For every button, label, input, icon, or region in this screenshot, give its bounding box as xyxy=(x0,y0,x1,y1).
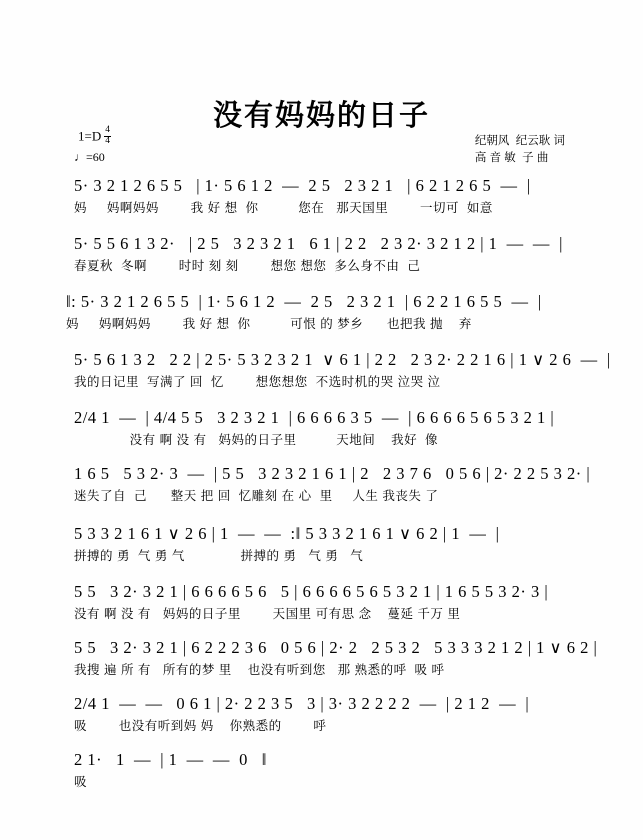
note-row: 5 3 3 2 1 6 1 ∨ 2 6 | 1 — — :‖ 5 3 3 2 1 6 1 ∨ 6 2 | 1 — | xyxy=(74,524,500,543)
music-system-3 xyxy=(66,292,566,333)
note-row: 2/4 1 — | 4/4 5 5 3 2 3 2 1 | 6 6 6 6 3 5 — | 6 6 6 6 5 6 5 3 2 1 | xyxy=(74,408,555,427)
lyric-row: 迷失了自 己 整天 把 回 忆雕刻 在 心 里 人生 我丧失 了 xyxy=(74,489,439,503)
music-system-4 xyxy=(74,350,611,391)
music-system-7 xyxy=(74,524,574,565)
lyric-row: 没有 啊 没 有 妈妈的日子里 天国里 可有思 念 蔓延 千万 里 xyxy=(74,607,461,621)
note-row: 5· 5 6 1 3 2 2 2 | 2 5· 5 3 2 3 2 1 ∨ 6 1 | 2 2 2 3 2· 2 2 1 6 | 1 ∨ 2 6 — | xyxy=(74,350,611,369)
note-row: 2/4 1 — — 0 6 1 | 2· 2 2 3 5 3 | 3· 3 2 2 2 2 — | 2 1 2 — | xyxy=(74,694,530,713)
music-system-2 xyxy=(74,234,574,275)
key-label: 1=D xyxy=(78,128,102,144)
note-row: 5· 5 5 6 1 3 2· | 2 5 3 2 3 2 1 6 1 | 2 2 2 3 2· 3 2 1 2 | 1 — — | xyxy=(74,234,563,253)
music-system-8 xyxy=(74,582,574,623)
note-row: 5· 3 2 1 2 6 5 5 | 1· 5 6 1 2 — 2 5 2 3 2 1 | 6 2 1 2 6 5 — | xyxy=(74,176,531,195)
note-row: 5 5 3 2· 3 2 1 | 6 6 6 6 5 6 5 | 6 6 6 6 5 6 5 3 2 1 | 1 6 5 5 3 2· 3 | xyxy=(74,582,549,601)
note-row: 1 6 5 5 3 2· 3 — | 5 5 3 2 3 2 1 6 1 | 2 2 3 7 6 0 5 6 | 2· 2 2 5 3 2· | xyxy=(74,464,591,483)
credits-block xyxy=(475,133,565,167)
note-row: 5 5 3 2· 3 2 1 | 6 2 2 2 3 6 0 5 6 | 2· 2 2 5 3 2 5 3 3 3 2 1 2 | 1 ∨ 6 2 | xyxy=(74,638,598,657)
lyric-row: 吸 xyxy=(74,775,88,789)
key-signature xyxy=(78,126,111,146)
time-signature: $\frac{4}{4}$ xyxy=(105,125,110,146)
composer-credit: 高 音 敏 子 曲 xyxy=(474,152,549,164)
lyric-row: 没有 啊 没 有 妈妈的日子里 天地间 我好 像 xyxy=(74,433,439,447)
music-system-9 xyxy=(74,638,598,679)
music-system-6 xyxy=(74,464,591,505)
music-system-10 xyxy=(74,694,574,735)
lyric-row: 我的日记里 写满了 回 忆 想您想您 不选时机的哭 泣哭 泣 xyxy=(74,375,441,389)
lyric-row: 春夏秋 冬啊 时时 刻 刻 想您 想您 多么身不由 己 xyxy=(74,259,421,273)
lyricist-credit: 纪朝风 纪云耿 词 xyxy=(474,135,565,147)
music-system-1 xyxy=(74,176,574,217)
music-system-5 xyxy=(74,408,574,449)
lyric-row: 我搜 遍 所 有 所有的梦 里 也没有听到您 那 熟悉的呼 吸 呼 xyxy=(74,663,445,677)
note-row: 2 1· 1 — | 1 — — 0 ‖ xyxy=(74,750,267,769)
note-row: ‖: 5· 3 2 1 2 6 5 5 | 1· 5 6 1 2 — 2 5 2 3 2 1 | 6 2 2 1 6 5 5 — | xyxy=(66,292,542,311)
music-system-11 xyxy=(74,750,574,791)
tempo-marking: ♩=60 xyxy=(74,150,105,164)
lyric-row: 拼搏的 勇 气 勇 气 拼搏的 勇 气 勇 气 xyxy=(74,549,364,563)
lyric-row: 吸 也没有听到妈 妈 你熟悉的 呼 xyxy=(74,719,327,733)
page-title: 没有妈妈的日子 xyxy=(212,100,430,132)
lyric-row: 妈 妈啊妈妈 我 好 想 你 可恨 的 梦乡 也把我 抛 弃 xyxy=(66,317,472,331)
lyric-row: 妈 妈啊妈妈 我 好 想 你 您在 那天国里 一切可 如意 xyxy=(74,201,493,215)
